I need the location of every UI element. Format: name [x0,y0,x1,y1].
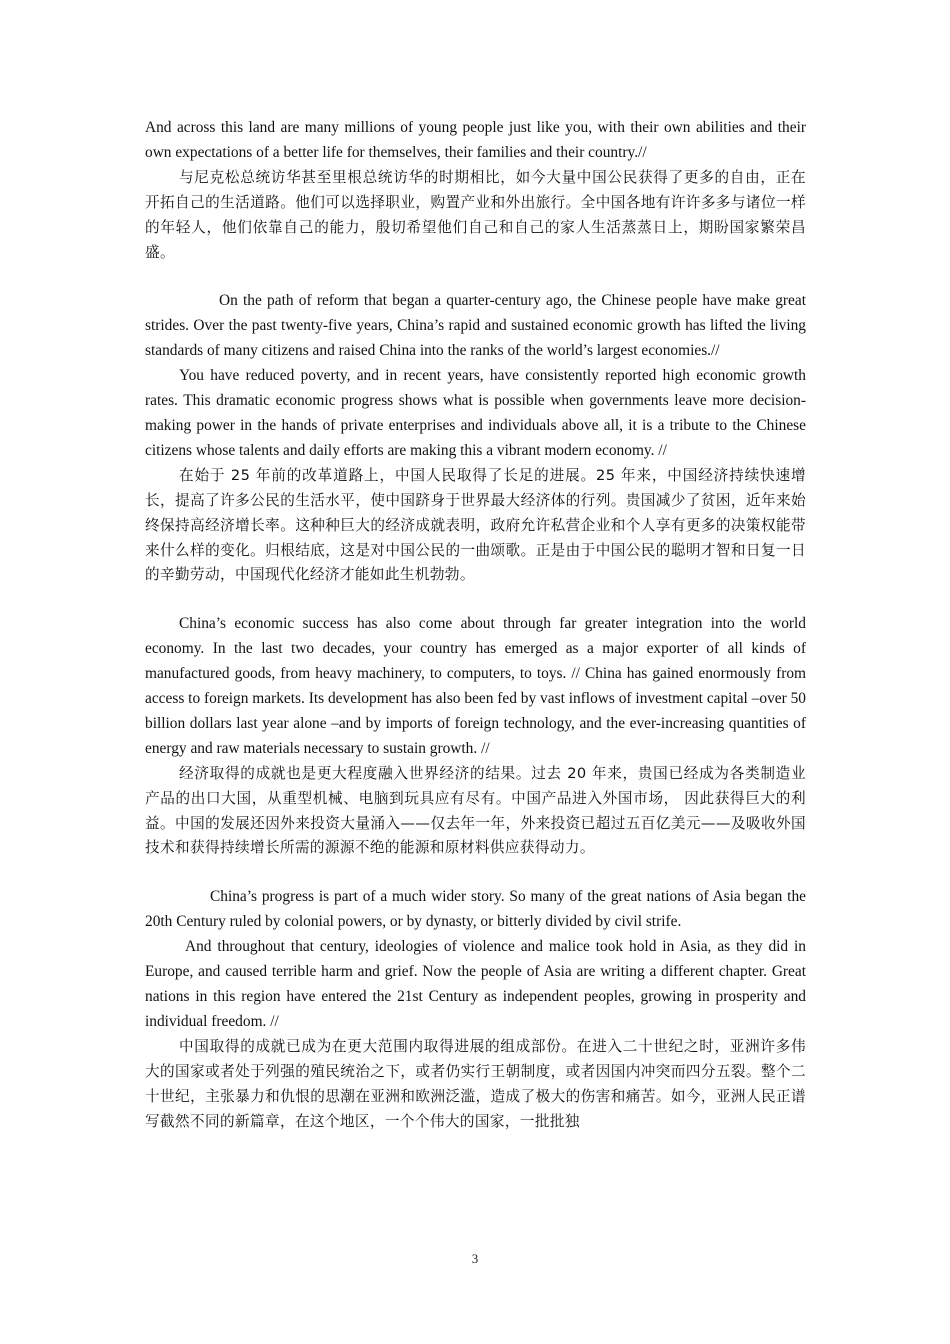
paragraph-en-4: China’s economic success has also come about through far greater integration into the world economy. In the last two decades, your country has emerged as a major exporter of all kinds of manufactured goods, from heavy machinery, to computers, to toys. // China has gained enormously from access to foreign markets. Its development has also been fed by vast inflows of investment capital –over 50 billion dollars last year alone –and by imports of foreign technology, and the ever-increasing quantities of energy and raw materials necessary to sustain growth. // [145,615,806,757]
paragraph-zh-4: 中国取得的成就已成为在更大范围内取得进展的组成部份。在进入二十世纪之时，亚洲许多伟大的国家或者处于列强的殖民统治之下，或者仍实行王朝制度，或者因国内冲突而四分五裂。整个二十世纪，主张暴力和仇恨的思潮在亚洲和欧洲泛滥，造成了极大的伤害和痛苦。如今，亚洲人民正谱写截然不同的新篇章，在这个地区，一个个伟大的国家，一批批独 [145,1037,806,1130]
paragraph-en-6: And throughout that century, ideologies of violence and malice took hold in Asia, as they did in Europe, and caused terrible harm and grief. Now the people of Asia are writing a different chapter. Great nations in this region have entered the 21st Century as independent peoples, growing in prosperity and individual freedom. // [145,938,806,1030]
paragraph-gap [145,265,806,289]
paragraph-en-5: China’s progress is part of a much wider story. So many of the great nations of Asia began the 20th Century ruled by colonial powers, or by dynasty, or bitterly divided by civil strife. [145,888,806,931]
paragraph-gap [145,588,806,612]
document-body [145,116,806,1134]
paragraph-gap [145,861,806,885]
paragraph-zh-2: 在始于 25 年前的改革道路上，中国人民取得了长足的进展。25 年来，中国经济持续快速增长，提高了许多公民的生活水平，使中国跻身于世界最大经济体的行列。贵国减少了贫困，近年来始终保持高经济增长率。这种种巨大的经济成就表明，政府允许私营企业和个人享有更多的决策权能带来什么样的变化。归根结底，这是对中国公民的一曲颂歌。正是由于中国公民的聪明才智和日复一日的辛勤劳动，中国现代化经济才能如此生机勃勃。 [145,466,806,584]
paragraph-zh-1: 与尼克松总统访华甚至里根总统访华的时期相比，如今大量中国公民获得了更多的自由，正在开拓自己的生活道路。他们可以选择职业，购置产业和外出旅行。全中国各地有许许多多与诸位一样的年轻人，他们依靠自己的能力，殷切希望他们自己和自己的家人生活蒸蒸日上，期盼国家繁荣昌盛。 [145,168,806,261]
paragraph-zh-3: 经济取得的成就也是更大程度融入世界经济的结果。过去 20 年来，贵国已经成为各类制造业产品的出口大国，从重型机械、电脑到玩具应有尽有。中国产品进入外国市场， 因此获得巨大的利益。中国的发展还因外来投资大量涌入——仅去年一年，外来投资已超过五百亿美元——及吸收外国技术和获得持续增长所需的源源不绝的能源和原材料供应获得动力。 [145,764,806,857]
paragraph-en-3: You have reduced poverty, and in recent years, have consistently reported high economic growth rates. This dramatic economic progress shows what is possible when governments leave more decision-making power in the hands of private enterprises and individuals above all, it is a tribute to the Chinese citizens whose talents and daily efforts are making this a vibrant modern economy. // [145,367,806,459]
paragraph-en-1: And across this land are many millions of young people just like you, with their own abilities and their own expectations of a better life for themselves, their families and their country.// [145,119,806,161]
paragraph-en-2: On the path of reform that began a quarter-century ago, the Chinese people have make great strides. Over the past twenty-five years, China’s rapid and sustained economic growth has lifted the living standards of many citizens and raised China into the ranks of the world’s largest economies.// [145,292,806,360]
page-number: 3 [471,1251,479,1266]
